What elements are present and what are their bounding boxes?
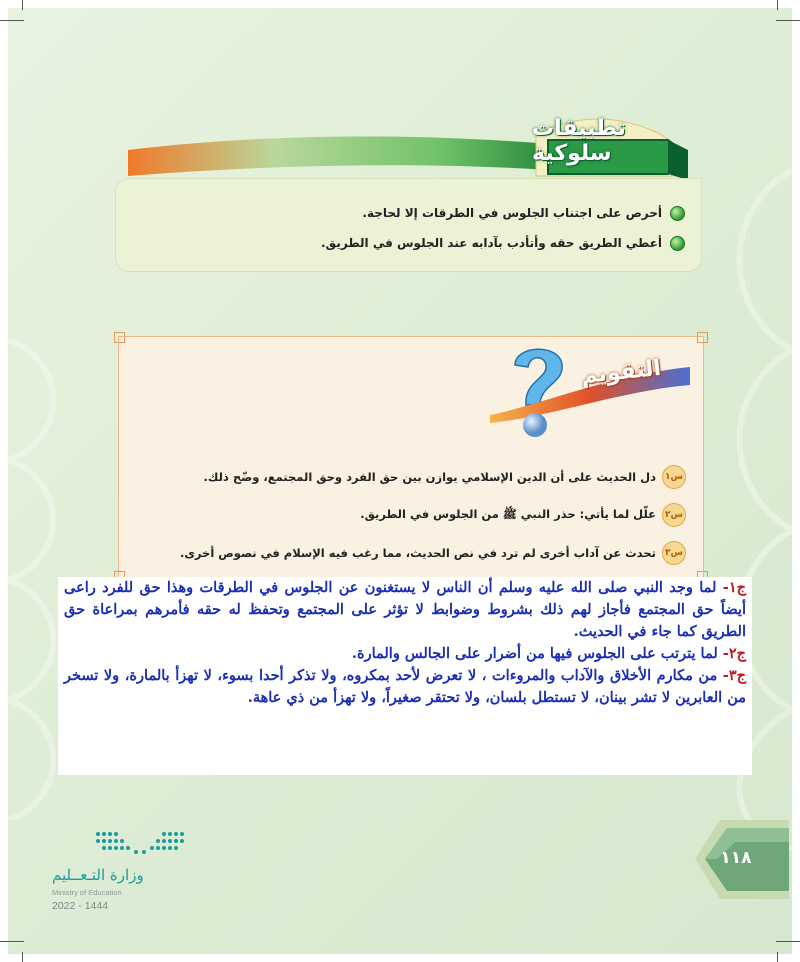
question-item [126,496,686,534]
crop-mark [0,20,24,21]
list-item-text: أعطي الطريق حقه وأتأدب بآدابه عند الجلوس في الطريق. [320,236,662,250]
green-bullet-icon [670,206,685,221]
answers-box [58,577,752,775]
question-text: دل الحديث على أن الدين الإسلامي يوازن بين حق الفرد وحق المجتمع، وضّح ذلك. [203,470,656,484]
crop-mark [776,20,800,21]
crop-mark [22,0,23,10]
ministry-name-english: Ministry of Education [52,888,122,897]
list-item-text: أحرص على اجتناب الجلوس في الطرقات إلا لحاجة. [362,206,662,220]
list-item [125,228,685,258]
answer-label: ج٣- [722,667,746,684]
edition-year: 2022 - 1444 [52,900,109,912]
list-item [125,198,685,228]
green-bullet-icon [670,236,685,251]
applications-title: تطبيقات سلوكية [532,116,626,166]
question-text: تحدث عن آداب أخرى لم ترد في نص الحديث، مما رغب فيه الإسلام في نصوص أخرى. [179,546,656,560]
answer-label: ج١- [722,579,746,596]
applications-list [125,198,685,258]
ministry-logo-icon [92,828,188,858]
crop-mark [777,952,778,962]
ministry-name-arabic: وزارة التـعــليم [52,866,144,884]
question-badge: س٢ [662,503,686,527]
question-badge: س١ [662,465,686,489]
question-item [126,458,686,496]
corner-ornament-icon [697,332,708,343]
answer-paragraph [58,643,752,665]
crop-mark [22,952,23,962]
page-number: ١١٨ [720,848,752,868]
answer-text: لما وجد النبي صلى الله عليه وسلم أن الناس لا يستغنون عن الجلوس في الطرقات وهذا حق للفرد راعى أيضاً حق المجتمع فأجاز لهم ذلك بشروط وضوابط لا تؤثر على المجتمع وتحفظ له حقه فأمرهم بمراعاة حق الطريق كما جاء في الحديث. [64,579,746,640]
question-text: علّل لما يأتي: حذر النبي ﷺ من الجلوس في الطريق. [360,506,656,521]
crop-mark [0,941,24,942]
answer-label: ج٢- [722,645,746,662]
questions-list [126,458,686,572]
answer-paragraph [58,665,752,709]
question-item [126,534,686,572]
crop-mark [777,0,778,10]
corner-ornament-icon [114,332,125,343]
answer-text: لما يترتب على الجلوس فيها من أضرار على الجالس والمارة. [351,645,723,662]
crop-mark [776,941,800,942]
answer-text: من مكارم الأخلاق والآداب والمروءات ، لا تعرض لأحد بمكروه، ولا تذكر أحدا بسوء، لا تهزأ بالمارة، ولا تسخر من العابرين لا تشر بينان، لا تستطل بلسان، ولا تحتقر صغيراً، ولا تهزأ من ذي عاهة. [64,667,746,706]
question-badge: س٣ [662,541,686,565]
answer-paragraph [58,577,752,643]
evaluation-title: التقويم [580,355,663,390]
